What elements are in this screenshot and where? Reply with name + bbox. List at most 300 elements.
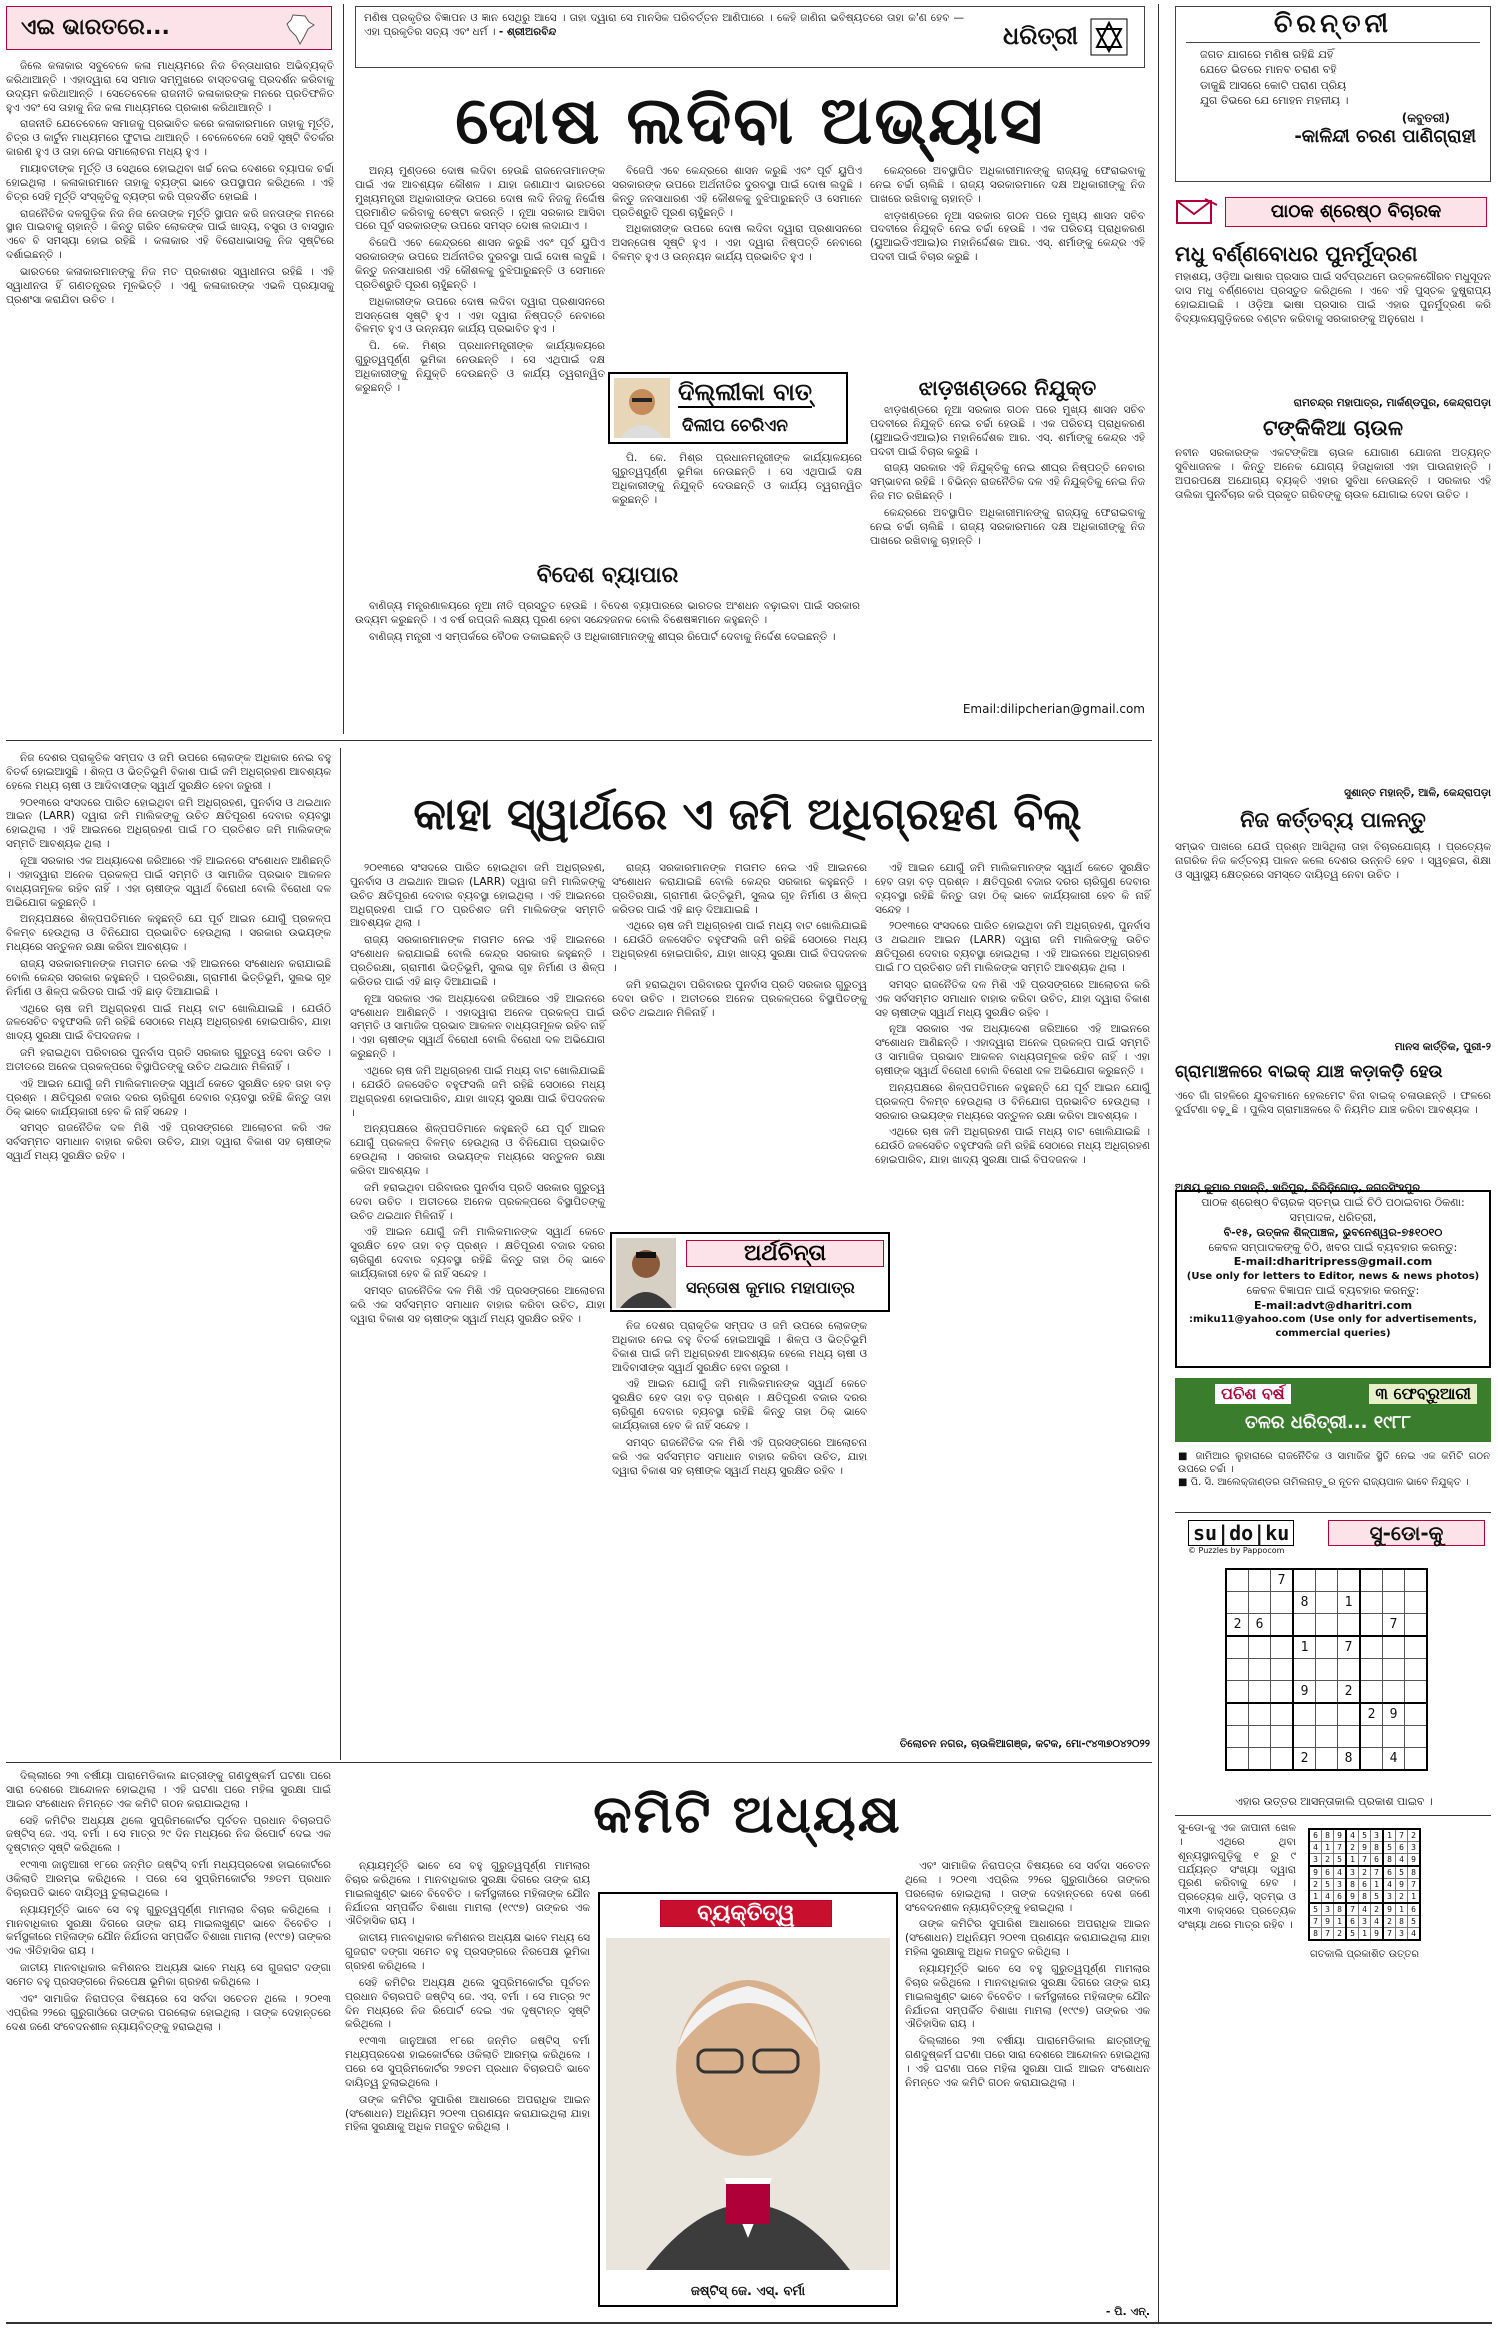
profile-tag: ବ୍ୟକ୍ତିତ୍ୱ bbox=[660, 1900, 832, 1927]
sudoku-cell[interactable] bbox=[1383, 1569, 1405, 1592]
land-bill-signoff: ତିଲୋଚନ ନଗର, ଚାଉଳିଆଗଞ୍ଜ, କଟକ, ମୋ-୯୪୩୭୦୪୨୦୨୨ bbox=[899, 1738, 1150, 1750]
sudoku-prev-cell: 8 bbox=[1408, 1866, 1421, 1879]
poem-line: ଡାକୁଛି ଆସରେ କୋଟି ପରାଣ ପ୍ରିୟ bbox=[1200, 78, 1347, 92]
sudoku-prev-cell: 6 bbox=[1371, 1854, 1384, 1867]
sudoku-cell[interactable] bbox=[1293, 1703, 1316, 1726]
sudoku-puzzle[interactable] bbox=[1225, 1568, 1428, 1771]
sudoku-cell[interactable] bbox=[1316, 1614, 1338, 1637]
land-para: ଏହି ଆଇନ ଯୋଗୁଁ ଜମି ମାଲିକମାନଙ୍କ ସ୍ୱାର୍ଥ କେତେ ସୁରକ୍ଷିତ ହେବ ତାହା ବଡ଼ ପ୍ରଶ୍ନ । କ୍ଷତିପୂରଣ ବଜାର ଦରର ଚାରିଗୁଣ ଦେବାର ବ୍ୟବସ୍ଥା ରହିଛି କିନ୍ତୁ ତାହା ଠିକ୍ ଭାବେ କାର୍ଯ୍ୟକାରୀ ହେବ କି ନାହିଁ ସନ୍ଦେହ । bbox=[6, 1077, 331, 1118]
letter-body: ଏବେ ଗାଁ ଗହଳିରେ ଯୁବକମାନେ ହେଲମେଟ ବିନା ବାଇକ୍ ଚଳାଉଛନ୍ତି । ଫଳରେ ଦୁର୍ଘଟଣା ବଢ଼ୁଛି । ପୁଲିସ ଗ୍ରାମାଞ୍ଚଳରେ ବି ନିୟମିତ ଯାଞ୍ଚ କରିବା ଆବଶ୍ୟକ । bbox=[1175, 1090, 1491, 1116]
profile-col3 bbox=[905, 1860, 1150, 2315]
land-para: ନିଜ ଦେଶର ପ୍ରାକୃତିକ ସମ୍ପଦ ଓ ଜମି ଉପରେ ଲୋକଙ୍କ ଅଧିକାର ନେଇ ବହୁ ବିତର୍କ ହୋଇଆସୁଛି । ଶିଳ୍ପ ଓ ଭିତ୍ତିଭୂମି ବିକାଶ ପାଇଁ ଜମି ଅଧିଗ୍ରହଣ ଆବଶ୍ୟକ ହେଲେ ମଧ୍ୟ ଚାଷୀ ଓ ଆଦିବାସୀଙ୍କ ସ୍ୱାର୍ଥ ସୁରକ୍ଷିତ ହେବା ଜରୁରୀ । bbox=[6, 752, 331, 792]
land-bill-col3 bbox=[612, 862, 867, 1272]
sudoku-cell[interactable] bbox=[1405, 1636, 1428, 1659]
lead-headline: ଦୋଷ ଲଦିବା ଅଭ୍ୟାସ bbox=[455, 81, 1045, 159]
sudoku-cell[interactable]: 2 bbox=[1360, 1703, 1383, 1726]
sudoku-prev-cell: 7 bbox=[1322, 1928, 1334, 1941]
history-label: ପଚିଶ ବର୍ଷ bbox=[1215, 1384, 1291, 1404]
editor-email-note: (Use only for letters to Editor, news & news photos) bbox=[1186, 1271, 1480, 1283]
sudoku-cell[interactable]: 1 bbox=[1338, 1592, 1361, 1614]
sudoku-cell[interactable] bbox=[1405, 1681, 1428, 1704]
profile-para: ଏବଂ ସାମାଜିକ ନିରାପତ୍ତା ବିଷୟରେ ସେ ସର୍ବଦା ସଚେତନ ଥିଲେ । ୨୦୧୩ ଏପ୍ରିଲ ୨୨ରେ ଗୁରୁଗାଓଁରେ ତାଙ୍କର ପରଲୋକ ହୋଇଥିଲା । ତାଙ୍କ ଦେହାନ୍ତରେ ଦେଶ ଜଣେ ସଂବେଦନଶୀଳ ନ୍ୟାୟବିତ୍‌ଙ୍କୁ ହରାଇଥିଲା । bbox=[905, 1860, 1150, 1914]
sudoku-prev-cell: 9 bbox=[1322, 1916, 1334, 1928]
sudoku-cell[interactable] bbox=[1405, 1614, 1428, 1637]
lead-para: ପି. କେ. ମିଶ୍ର ପ୍ରଧାନମନ୍ତ୍ରୀଙ୍କ କାର୍ଯ୍ୟାଳୟରେ ଗୁରୁତ୍ୱପୂର୍ଣ୍ଣ ଭୂମିକା ନେଉଛନ୍ତି । ସେ ଏଥିପାଇଁ ଦକ୍ଷ ଅଧିକାରୀଙ୍କୁ ନିଯୁକ୍ତି ଦେଉଛନ୍ତି ଓ କାର୍ଯ୍ୟ ତ୍ୱରାନ୍ୱିତ କରୁଛନ୍ତି । bbox=[355, 340, 605, 394]
sudoku-cell[interactable] bbox=[1405, 1726, 1428, 1748]
letter-title: ଗ୍ରାମାଞ୍ଚଳରେ ବାଇକ୍ ଯାଞ୍ଚ କଡ଼ାକଡ଼ି ହେଉ bbox=[1175, 1062, 1443, 1082]
sudoku-cell[interactable] bbox=[1405, 1703, 1428, 1726]
sudoku-prev-cell: 6 bbox=[1359, 1879, 1371, 1891]
sudoku-row bbox=[1309, 1879, 1420, 1891]
sudoku-cell[interactable] bbox=[1360, 1726, 1383, 1748]
ad-label: କେବଳ ବିଜ୍ଞାପନ ପାଇଁ ବ୍ୟବହାର କରନ୍ତୁ: bbox=[1246, 1283, 1420, 1297]
sudoku-cell[interactable] bbox=[1338, 1569, 1361, 1592]
sudoku-cell[interactable]: 2 bbox=[1338, 1681, 1361, 1704]
sudoku-row bbox=[1309, 1854, 1420, 1867]
sudoku-prev-cell: 6 bbox=[1408, 1903, 1421, 1916]
lead-para: ଅଧିକାରୀଙ୍କ ଉପରେ ଦୋଷ ଲଦିବା ଦ୍ୱାରା ପ୍ରଶାସନରେ ଅସନ୍ତୋଷ ସୃଷ୍ଟି ହୁଏ । ଏହା ଦ୍ୱାରା ନିଷ୍ପତ୍ତି ନେବାରେ ବିଳମ୍ବ ହୁଏ ଓ ଉନ୍ନୟନ କାର୍ଯ୍ୟ ପ୍ରଭାବିତ ହୁଏ । bbox=[612, 223, 862, 264]
letter-body: ସମ୍ଭବ ପାଖରେ ଯେଉଁ ପ୍ରଶ୍ନ ଆସିଥିଲା ତାହା ବିଚାରଯୋଗ୍ୟ । ପ୍ରତ୍ୟେକ ନାଗରିକ ନିଜ କର୍ତ୍ତବ୍ୟ ପାଳନ କଲେ ଦେଶର ଉନ୍ନତି ହେବ । ସ୍ୱଚ୍ଛତା, ଶିକ୍ଷା ଓ ସ୍ୱାସ୍ଥ୍ୟ କ୍ଷେତ୍ରରେ ସମସ୍ତେ ଦାୟିତ୍ୱ ନେବା ଉଚିତ । bbox=[1175, 841, 1491, 881]
land-para: ନୂଆ ସରକାର ଏକ ଅଧ୍ୟାଦେଶ ଜରିଆରେ ଏହି ଆଇନରେ ସଂଶୋଧନ ଆଣିଛନ୍ତି । ଏହାଦ୍ୱାରା ଅନେକ ପ୍ରକଳ୍ପ ପାଇଁ ସମ୍ମତି ଓ ସାମାଜିକ ପ୍ରଭାବ ଆକଳନ ବାଧ୍ୟତାମୂଳକ ରହିବ ନାହିଁ । ଏହା ଚାଷୀଙ୍କ ସ୍ୱାର୍ଥ ବିରୋଧୀ ବୋଲି ବିରୋଧୀ ଦଳ ଅଭିଯୋଗ କରୁଛନ୍ତି । bbox=[875, 1023, 1150, 1078]
sudoku-prev-cell: 2 bbox=[1346, 1842, 1359, 1854]
sudoku-prev-cell: 4 bbox=[1346, 1829, 1359, 1842]
sudoku-row bbox=[1226, 1636, 1427, 1659]
sudoku-cell[interactable] bbox=[1360, 1592, 1383, 1614]
sudoku-cell[interactable] bbox=[1249, 1703, 1271, 1726]
poem-author: -କାଳିନ୍ଦୀ ଚରଣ ପାଣିଗ୍ରାହୀ bbox=[1294, 125, 1476, 147]
sudoku-prev-cell: 7 bbox=[1346, 1903, 1359, 1916]
column-rule bbox=[1158, 4, 1159, 2324]
editor-email[interactable]: E-mail:dharitripress@gmail.com bbox=[1233, 1255, 1433, 1269]
history-banner bbox=[1175, 1378, 1491, 1442]
lead-para: କେନ୍ଦ୍ରରେ ଅବସ୍ଥାପିତ ଅଧିକାରୀମାନଙ୍କୁ ରାଜ୍ୟକୁ ଫେରାଇବାକୁ ନେଇ ଚର୍ଚ୍ଚା ଚାଲିଛି । ରାଜ୍ୟ ସରକାରମାନେ ଦକ୍ଷ ଅଧିକାରୀଙ୍କୁ ନିଜ ପାଖରେ ରଖିବାକୁ ଚାହାନ୍ତି । bbox=[870, 165, 1145, 205]
sudoku-prev-cell: 3 bbox=[1334, 1879, 1347, 1891]
sudoku-prev-cell: 5 bbox=[1322, 1879, 1334, 1891]
profile-para: ଜାତୀୟ ମାନବାଧିକାର କମିଶନର ଅଧ୍ୟକ୍ଷ ଭାବେ ମଧ୍ୟ ସେ ଗୁଜରାଟ ଦଙ୍ଗା ସମେତ ବହୁ ପ୍ରସଙ୍ଗରେ ନିରପେକ୍ଷ ଭୂମିକା ଗ୍ରହଣ କରିଥିଲେ । bbox=[6, 1962, 331, 1989]
sudoku-cell[interactable]: 7 bbox=[1338, 1636, 1361, 1659]
sudoku-cell[interactable] bbox=[1360, 1569, 1383, 1592]
sudoku-cell[interactable] bbox=[1383, 1681, 1405, 1704]
profile-para: ଜାତୀୟ ମାନବାଧିକାର କମିଶନର ଅଧ୍ୟକ୍ଷ ଭାବେ ମଧ୍ୟ ସେ ଗୁଜରାଟ ଦଙ୍ଗା ସମେତ ବହୁ ପ୍ରସଙ୍ଗରେ ନିରପେକ୍ଷ ଭୂମିକା ଗ୍ରହଣ କରିଥିଲେ । bbox=[345, 1932, 590, 1973]
sudoku-answer-note: ଏହାର ଉତ୍ତର ଆସନ୍ତାକାଲି ପ୍ରକାଶ ପାଇବ । bbox=[1235, 1795, 1433, 1808]
sudoku-cell[interactable] bbox=[1226, 1659, 1249, 1681]
poem-line: ଜଗତ ଯାଗରେ ମଣିଷ ରହିଛି ଯହିଁ bbox=[1200, 48, 1334, 61]
profile-headline: କମିଟି ଅଧ୍ୟକ୍ଷ bbox=[593, 1784, 902, 1845]
profile-para: ନ୍ୟାୟମୂର୍ତ୍ତି ଭାବେ ସେ ବହୁ ଗୁରୁତ୍ୱପୂର୍ଣ୍ଣ ମାମଲାର ବିଚାର କରିଥିଲେ । ମାନବାଧିକାର ସୁରକ୍ଷା ଦିଗରେ ତାଙ୍କ ରାୟ ମାଇଲଖୁଣ୍ଟ ଭାବେ ବିବେଚିତ । କର୍ମସ୍ଥଳୀରେ ମହିଳାଙ୍କ ଯୌନ ନିର୍ଯାତନା ସମ୍ପର୍କିତ ବିଶାଖା ମାମଲା (୧୯୯୭) ତାଙ୍କର ଏକ ଐତିହାସିକ ରାୟ । bbox=[905, 1963, 1150, 2031]
lead-col-right-2 bbox=[870, 404, 1145, 694]
sudoku-prev-cell: 3 bbox=[1396, 1928, 1408, 1941]
land-bill-col3b bbox=[612, 1320, 867, 1730]
sudoku-grid[interactable] bbox=[1225, 1568, 1428, 1771]
sudoku-cell[interactable] bbox=[1293, 1659, 1316, 1681]
sudoku-cell[interactable] bbox=[1338, 1614, 1361, 1637]
india-map-icon bbox=[283, 12, 317, 50]
ela-bharatare-tag bbox=[6, 6, 332, 50]
sudoku-prev-cell: 8 bbox=[1371, 1842, 1384, 1854]
sudoku-cell[interactable] bbox=[1316, 1659, 1338, 1681]
sudoku-prev-cell: 2 bbox=[1309, 1879, 1322, 1891]
sudoku-cell[interactable] bbox=[1226, 1726, 1249, 1748]
chirantani-poem bbox=[1176, 45, 1490, 111]
letter-signature: ଅକ୍ଷୟ କୁମାର ମହାନ୍ତି, ହାତିପୁର, ବିରିଡ଼ିଗୋଡ଼, ଜଗତସିଂହପୁର bbox=[1175, 1182, 1421, 1194]
sudoku-prev-cell: 2 bbox=[1371, 1903, 1384, 1916]
land-para: ଜମି ହରାଇଥିବା ପରିବାରର ପୁନର୍ବାସ ପ୍ରତି ସରକାର ଗୁରୁତ୍ୱ ଦେବା ଉଚିତ । ଅତୀତରେ ଅନେକ ପ୍ରକଳ୍ପରେ ବିସ୍ଥାପିତଙ୍କୁ ଉଚିତ ଥଇଥାନ ମିଳିନାହିଁ । bbox=[350, 1181, 605, 1222]
sudoku-row bbox=[1309, 1903, 1420, 1916]
sudoku-row bbox=[1226, 1614, 1427, 1637]
sudoku-prev-cell: 7 bbox=[1309, 1916, 1322, 1928]
lead-col-right bbox=[870, 165, 1145, 365]
sudoku-cell[interactable] bbox=[1293, 1614, 1316, 1637]
land-para: ଅନ୍ୟପକ୍ଷରେ ଶିଳ୍ପପତିମାନେ କହୁଛନ୍ତି ଯେ ପୂର୍ବ ଆଇନ ଯୋଗୁଁ ପ୍ରକଳ୍ପ ବିଳମ୍ବ ହେଉଥିଲା ଓ ବିନିଯୋଗ ପ୍ରଭାବିତ ହେଉଥିଲା । ସରକାର ଉଭୟଙ୍କ ମଧ୍ୟରେ ସନ୍ତୁଳନ ରକ୍ଷା କରିବା ଆବଶ୍ୟକ । bbox=[6, 913, 331, 954]
lead-col-bottom bbox=[355, 600, 860, 718]
sudoku-row bbox=[1226, 1592, 1427, 1614]
land-para: ଏଥିରେ ଚାଷ ଜମି ଅଧିଗ୍ରହଣ ପାଇଁ ମଧ୍ୟ ବାଟ ଖୋଲିଯାଇଛି । ଯେଉଁଠି ଜଳସେଚିତ ବହୁଫସଲି ଜମି ରହିଛି ସେଠାରେ ମଧ୍ୟ ଅଧିଗ୍ରହଣ ହୋଇପାରିବ, ଯାହା ଖାଦ୍ୟ ସୁରକ୍ଷା ପାଇଁ ବିପଦଜନକ । bbox=[6, 1002, 331, 1043]
sudoku-cell[interactable] bbox=[1226, 1681, 1249, 1704]
column-rule bbox=[343, 4, 344, 734]
masthead-quote bbox=[364, 12, 964, 62]
sudoku-prev-cell: 1 bbox=[1371, 1879, 1384, 1891]
land-para: ଅନ୍ୟପକ୍ଷରେ ଶିଳ୍ପପତିମାନେ କହୁଛନ୍ତି ଯେ ପୂର୍ବ ଆଇନ ଯୋଗୁଁ ପ୍ରକଳ୍ପ ବିଳମ୍ବ ହେଉଥିଲା ଓ ବିନିଯୋଗ ପ୍ରଭାବିତ ହେଉଥିଲା । ସରକାର ଉଭୟଙ୍କ ମଧ୍ୟରେ ସନ୍ତୁଳନ ରକ୍ଷା କରିବା ଆବଶ୍ୟକ । bbox=[875, 1081, 1150, 1122]
sudoku-row bbox=[1309, 1866, 1420, 1879]
profile-para: ଦିଲ୍ଲୀରେ ୨୩ ବର୍ଷୀୟା ପାରାମେଡିକାଲ ଛାତ୍ରୀଙ୍କୁ ଗଣଦୁଷ୍କର୍ମ ଘଟଣା ପରେ ସାରା ଦେଶରେ ଆନ୍ଦୋଳନ ହୋଇଥିଲା । ଏହି ଘଟଣା ପରେ ମହିଳା ସୁରକ୍ଷା ପାଇଁ ଆଇନ ସଂଶୋଧନ ନିମନ୍ତେ ଏକ କମିଟି ଗଠନ କରାଯାଇଥିଲା । bbox=[905, 2035, 1150, 2089]
land-bill-col2 bbox=[350, 862, 605, 1752]
address-line: ପାଠକ ଶ୍ରେଷ୍ଠ ବିଚାରକ ସ୍ତମ୍ଭ ପାଇଁ ଚିଠି ପଠାଇବାର ଠିକଣା: bbox=[1201, 1196, 1465, 1209]
profile-para: ଦିଲ୍ଲୀରେ ୨୩ ବର୍ଷୀୟା ପାରାମେଡିକାଲ ଛାତ୍ରୀଙ୍କୁ ଗଣଦୁଷ୍କର୍ମ ଘଟଣା ପରେ ସାରା ଦେଶରେ ଆନ୍ଦୋଳନ ହୋଇଥିଲା । ଏହି ଘଟଣା ପରେ ମହିଳା ସୁରକ୍ଷା ପାଇଁ ଆଇନ ସଂଶୋଧନ ନିମନ୍ତେ ଏକ କମିଟି ଗଠନ କରାଯାଇଥିଲା । bbox=[6, 1770, 331, 1810]
section-rule bbox=[1175, 1512, 1491, 1513]
sudoku-prev-cell: 6 bbox=[1346, 1916, 1359, 1928]
sudoku-cell[interactable] bbox=[1338, 1726, 1361, 1748]
sudoku-prev-caption: ଗତକାଲି ପ୍ରକାଶିତ ଉତ୍ତର bbox=[1309, 1949, 1419, 1960]
sudoku-cell[interactable] bbox=[1316, 1748, 1338, 1771]
ela-bharatare-body bbox=[6, 60, 334, 730]
sudoku-prev-cell: 1 bbox=[1322, 1842, 1334, 1854]
lead-para: ପି. କେ. ମିଶ୍ର ପ୍ରଧାନମନ୍ତ୍ରୀଙ୍କ କାର୍ଯ୍ୟାଳୟରେ ଗୁରୁତ୍ୱପୂର୍ଣ୍ଣ ଭୂମିକା ନେଉଛନ୍ତି । ସେ ଏଥିପାଇଁ ଦକ୍ଷ ଅଧିକାରୀଙ୍କୁ ନିଯୁକ୍ତି ଦେଉଛନ୍ତି ଓ କାର୍ଯ୍ୟ ତ୍ୱରାନ୍ୱିତ କରୁଛନ୍ତି । bbox=[612, 452, 862, 506]
profile-signoff: - ପି. ଏନ୍. bbox=[1105, 2305, 1150, 2318]
sudoku-row bbox=[1309, 1842, 1420, 1854]
sudoku-prev-cell: 9 bbox=[1396, 1879, 1408, 1891]
land-para: ଏଥିରେ ଚାଷ ଜମି ଅଧିଗ୍ରହଣ ପାଇଁ ମଧ୍ୟ ବାଟ ଖୋଲିଯାଇଛି । ଯେଉଁଠି ଜଳସେଚିତ ବହୁଫସଲି ଜମି ରହିଛି ସେଠାରେ ମଧ୍ୟ ଅଧିଗ୍ରହଣ ହୋଇପାରିବ, ଯାହା ଖାଦ୍ୟ ସୁରକ୍ଷା ପାଇଁ ବିପଦଜନକ । bbox=[350, 1065, 605, 1119]
sudoku-prev-cell: 5 bbox=[1359, 1829, 1371, 1842]
ela-bharatare-para: ରାଜନୀତି ଯେତେବେଳେ ସମାଜକୁ ପ୍ରଭାବିତ କରେ କଳାକାରମାନେ ତାହାକୁ ମୂର୍ତ୍ତି, ଚିତ୍ର ଓ କାର୍ଟୁନ ମାଧ୍ୟମରେ ଫୁଟାଇ ଥାଆନ୍ତି । ବେଳେବେଳେ ସେହି ସୃଷ୍ଟି ବିତର୍କର କାରଣ ହୁଏ ଓ ତାହା ନେଇ ସମାଲୋଚନା ମଧ୍ୟ ହୁଏ । bbox=[6, 118, 334, 159]
sudoku-cell[interactable]: 1 bbox=[1293, 1636, 1316, 1659]
lead-para: ଅଧିକାରୀଙ୍କ ଉପରେ ଦୋଷ ଲଦିବା ଦ୍ୱାରା ପ୍ରଶାସନରେ ଅସନ୍ତୋଷ ସୃଷ୍ଟି ହୁଏ । ଏହା ଦ୍ୱାରା ନିଷ୍ପତ୍ତି ନେବାରେ ବିଳମ୍ବ ହୁଏ ଓ ଉନ୍ନୟନ କାର୍ଯ୍ୟ ପ୍ରଭାବିତ ହୁଏ । bbox=[355, 295, 605, 336]
sudoku-cell[interactable] bbox=[1383, 1636, 1405, 1659]
sudoku-cell[interactable] bbox=[1316, 1726, 1338, 1748]
sudoku-prev-cell: 9 bbox=[1346, 1891, 1359, 1904]
lead-email[interactable]: Email:dilipcherian@gmail.com bbox=[962, 702, 1145, 716]
land-para: ଜମି ହରାଇଥିବା ପରିବାରର ପୁନର୍ବାସ ପ୍ରତି ସରକାର ଗୁରୁତ୍ୱ ଦେବା ଉଚିତ । ଅତୀତରେ ଅନେକ ପ୍ରକଳ୍ପରେ ବିସ୍ଥାପିତଙ୍କୁ ଉଚିତ ଥଇଥାନ ମିଳିନାହିଁ । bbox=[612, 978, 867, 1019]
sudoku-cell[interactable] bbox=[1249, 1726, 1271, 1748]
land-para: ଏଥିରେ ଚାଷ ଜମି ଅଧିଗ୍ରହଣ ପାଇଁ ମଧ୍ୟ ବାଟ ଖୋଲିଯାଇଛି । ଯେଉଁଠି ଜଳସେଚିତ ବହୁଫସଲି ଜମି ରହିଛି ସେଠାରେ ମଧ୍ୟ ଅଧିଗ୍ରହଣ ହୋଇପାରିବ, ଯାହା ଖାଦ୍ୟ ସୁରକ୍ଷା ପାଇଁ ବିପଦଜନକ । bbox=[875, 1126, 1150, 1167]
letter-signature: ମାନସ କାର୍ତ୍ତିକ, ପୁରୀ-୨ bbox=[1394, 1041, 1491, 1053]
letter-signature: ସୁଶାନ୍ତ ମହାନ୍ତି, ଆଳି, କେନ୍ଦ୍ରାପଡ଼ା bbox=[1344, 787, 1491, 799]
sudoku-prev-cell: 2 bbox=[1322, 1854, 1334, 1867]
sudoku-cell[interactable] bbox=[1293, 1726, 1316, 1748]
land-para: ସମସ୍ତ ରାଜନୈତିକ ଦଳ ମିଶି ଏହି ପ୍ରସଙ୍ଗରେ ଆଲୋଚନା କରି ଏକ ସର୍ବସମ୍ମତ ସମାଧାନ ବାହାର କରିବା ଉଚିତ, ଯାହା ଦ୍ୱାରା ବିକାଶ ସହ ଚାଷୀଙ୍କ ସ୍ୱାର୍ଥ ମଧ୍ୟ ସୁରକ୍ଷିତ ରହିବ । bbox=[6, 1122, 331, 1163]
land-para: ଏଥିରେ ଚାଷ ଜମି ଅଧିଗ୍ରହଣ ପାଇଁ ମଧ୍ୟ ବାଟ ଖୋଲିଯାଇଛି । ଯେଉଁଠି ଜଳସେଚିତ ବହୁଫସଲି ଜମି ରହିଛି ସେଠାରେ ମଧ୍ୟ ଅଧିଗ୍ରହଣ ହୋଇପାରିବ, ଯାହା ଖାଦ୍ୟ ସୁରକ୍ଷା ପାଇଁ ବିପଦଜନକ । bbox=[612, 920, 867, 975]
sudoku-prev-cell: 3 bbox=[1408, 1842, 1421, 1854]
lead-para: ରାଜ୍ୟ ସରକାର ଏହି ନିଯୁକ୍ତିକୁ ନେଇ ଶୀଘ୍ର ନିଷ୍ପତ୍ତି ନେବାର ସମ୍ଭାବନା ରହିଛି । ବିଭିନ୍ନ ରାଜନୈତିକ ଦଳ ଏହି ନିଯୁକ୍ତିକୁ ନେଇ ନିଜ ନିଜ ମତ ରଖିଛନ୍ତି । bbox=[870, 462, 1145, 503]
sudoku-prev-cell: 6 bbox=[1309, 1829, 1322, 1842]
sudoku-prev-cell: 3 bbox=[1322, 1903, 1334, 1916]
sudoku-cell[interactable] bbox=[1316, 1592, 1338, 1614]
sudoku-cell[interactable] bbox=[1271, 1726, 1294, 1748]
quote-text: ମଣିଷ ପ୍ରକୃତିର ବିଜ୍ଞାପନ ଓ ଜ୍ଞାନ ସେଥିରୁ ଆସେ । ତାହା ଦ୍ୱାରା ସେ ମାନସିକ ପରିବର୍ତ୍ତନ ଆଣିପାରେ । କେହି ଜାଣିନା ଭବିଷ୍ୟତରେ ତାହା କ'ଣ ହେବ — ଏହା ପ୍ରକୃତିର ସତ୍ୟ ଏବଂ ଧର୍ମ । bbox=[364, 12, 964, 38]
sudoku-prev-cell: 9 bbox=[1408, 1854, 1421, 1867]
sudoku-cell[interactable] bbox=[1271, 1592, 1294, 1614]
sudoku-cell[interactable] bbox=[1271, 1703, 1294, 1726]
ela-bharatare-para: ଭାରତରେ କଳାକାରମାନଙ୍କୁ ନିଜ ମତ ପ୍ରକାଶର ସ୍ୱାଧୀନତା ରହିଛି । ଏହି ସ୍ୱାଧୀନତା ହିଁ ଗଣତନ୍ତ୍ରର ମୂଳଭିତ୍ତି । ଏଣୁ କଳାକାରଙ୍କ ଏଭଳି ପ୍ରୟାସକୁ ପ୍ରଶଂସା କରାଯିବା ଉଚିତ । bbox=[6, 266, 334, 306]
land-bill-col4 bbox=[875, 862, 1150, 1752]
sudoku-cell[interactable] bbox=[1293, 1569, 1316, 1592]
profile-para: ତାଙ୍କ କମିଟିର ସୁପାରିଶ ଆଧାରରେ ଅପରାଧିକ ଆଇନ (ସଂଶୋଧନ) ଅଧିନିୟମ ୨୦୧୩ ପ୍ରଣୟନ କରାଯାଇଥିଲା ଯାହା ମହିଳା ସୁରକ୍ଷାକୁ ଅଧିକ ମଜବୁତ କରିଥିଲା । bbox=[905, 1918, 1150, 1959]
sudoku-row bbox=[1309, 1891, 1420, 1904]
history-date: ୩ ଫେବ୍ରୁଆରୀ bbox=[1369, 1384, 1477, 1404]
sudoku-row bbox=[1226, 1681, 1427, 1704]
sudoku-prev-cell: 3 bbox=[1383, 1891, 1396, 1904]
star-logo-icon bbox=[1089, 17, 1129, 57]
sudoku-cell[interactable] bbox=[1405, 1748, 1428, 1771]
readers-tag bbox=[1175, 195, 1491, 229]
land-para: ରାଜ୍ୟ ସରକାରମାନଙ୍କ ମତାମତ ନେଇ ଏହି ଆଇନରେ ସଂଶୋଧନ କରାଯାଇଛି ବୋଲି କେନ୍ଦ୍ର ସରକାର କହୁଛନ୍ତି । ପ୍ରତିରକ୍ଷା, ଗ୍ରାମୀଣ ଭିତ୍ତିଭୂମି, ସୁଲଭ ଗୃହ ନିର୍ମାଣ ଓ ଶିଳ୍ପ କରିଡର ପାଇଁ ଏହି ଛାଡ଼ ଦିଆଯାଇଛି । bbox=[350, 934, 605, 988]
sudoku-cell[interactable] bbox=[1226, 1569, 1249, 1592]
sudoku-prev-cell: 6 bbox=[1396, 1842, 1408, 1854]
sudoku-prev-cell: 8 bbox=[1396, 1916, 1408, 1928]
sudoku-cell[interactable] bbox=[1249, 1592, 1271, 1614]
sudoku-prev-cell: 4 bbox=[1396, 1854, 1408, 1867]
history-item: ■ ପି. ସି. ଆଲେକ୍‌ଜାଣ୍ଡର ତାମିଲନାଡ଼ୁର ନୂତନ ରାଜ୍ୟପାଳ ଭାବେ ନିଯୁକ୍ତ । bbox=[1178, 1477, 1469, 1489]
land-para: ସମସ୍ତ ରାଜନୈତିକ ଦଳ ମିଶି ଏହି ପ୍ରସଙ୍ଗରେ ଆଲୋଚନା କରି ଏକ ସର୍ବସମ୍ମତ ସମାଧାନ ବାହାର କରିବା ଉଚିତ, ଯାହା ଦ୍ୱାରା ବିକାଶ ସହ ଚାଷୀଙ୍କ ସ୍ୱାର୍ଥ ମଧ୍ୟ ସୁରକ୍ଷିତ ରହିବ । bbox=[612, 1436, 867, 1477]
sudoku-cell[interactable]: 2 bbox=[1226, 1614, 1249, 1637]
sudoku-prev-cell: 6 bbox=[1383, 1866, 1396, 1879]
sudoku-cell[interactable] bbox=[1360, 1614, 1383, 1637]
sudoku-cell[interactable] bbox=[1249, 1748, 1271, 1771]
profile-photo bbox=[606, 1938, 890, 2270]
sudoku-cell[interactable] bbox=[1316, 1569, 1338, 1592]
section-rule bbox=[6, 740, 1152, 741]
address-line: କେବଳ ସମ୍ପାଦକଙ୍କୁ ଚିଠି, ଖବର ପାଇଁ ବ୍ୟବହାର କରନ୍ତୁ: bbox=[1208, 1240, 1458, 1254]
sudoku-cell[interactable] bbox=[1271, 1636, 1294, 1659]
sudoku-prev-cell: 3 bbox=[1371, 1829, 1384, 1842]
sudoku-prev-cell: 1 bbox=[1383, 1829, 1396, 1842]
sudoku-cell[interactable] bbox=[1249, 1681, 1271, 1704]
sudoku-cell[interactable]: 7 bbox=[1383, 1614, 1405, 1637]
sudoku-prev-cell: 2 bbox=[1396, 1891, 1408, 1904]
sudoku-cell[interactable] bbox=[1360, 1681, 1383, 1704]
address-line: ବି-୧୫, ଉତ୍କଳ ଶିଳ୍ପାଞ୍ଚଳ, ଭୁବନେଶ୍ୱର-୭୫୧୦୧୦ bbox=[1223, 1225, 1443, 1239]
sudoku-cell[interactable]: 7 bbox=[1271, 1569, 1294, 1592]
poem-line: ଯୁଗ ତିଭରେ ଯେ ମୋହନ ମହନୀୟ । bbox=[1200, 94, 1349, 108]
sudoku-prev-cell: 1 bbox=[1408, 1891, 1421, 1904]
letter-body: ମହାଶୟ, ଓଡ଼ିଆ ଭାଷାର ପ୍ରସାର ପାଇଁ ସର୍ବପ୍ରଥମେ ଉତ୍କଳଗୌରବ ମଧୁସୂଦନ ଦାସ ମଧୁ ବର୍ଣ୍ଣବୋଧ ପ୍ରସ୍ତୁତ କରିଥିଲେ । ଏବେ ଏହି ପୁସ୍ତକ ଦୁଷ୍ପ୍ରାପ୍ୟ ହୋଇଯାଇଛି । ଓଡ଼ିଆ ଭାଷା ପ୍ରସାର ପାଇଁ ଏହାର ପୁନର୍ମୁଦ୍ରଣ କରି ବିଦ୍ୟାଳୟଗୁଡ଼ିକରେ ବଣ୍ଟନ କରିବାକୁ ସରକାରଙ୍କୁ ଅନୁରୋଧ । bbox=[1175, 271, 1491, 325]
history-sub: ତଳର ଧରିତ୍ରୀ... ୧୯୮୮ bbox=[1245, 1412, 1411, 1433]
sudoku-prev-cell: 6 bbox=[1334, 1891, 1347, 1904]
land-para: ୨୦୧୩ରେ ସଂସଦରେ ପାରିତ ହୋଇଥିବା ଜମି ଅଧିଗ୍ରହଣ, ପୁନର୍ବାସ ଓ ଥଇଥାନ ଆଇନ (LARR) ଦ୍ୱାରା ଜମି ମାଲିକଙ୍କୁ ଉଚିତ କ୍ଷତିପୂରଣ ଦେବାର ବ୍ୟବସ୍ଥା ହୋଇଥିଲା । ଏହି ଆଇନରେ ଅଧିଗ୍ରହଣ ପାଇଁ ୮୦ ପ୍ରତିଶତ ଜମି ମାଲିକଙ୍କ ସମ୍ମତି ଆବଶ୍ୟକ ଥିଲା । bbox=[875, 920, 1150, 975]
sudoku-cell[interactable]: 4 bbox=[1383, 1748, 1405, 1771]
address-line: ସମ୍ପାଦକ, ଧରିତ୍ରୀ, bbox=[1289, 1210, 1377, 1224]
sudoku-cell[interactable] bbox=[1383, 1659, 1405, 1681]
sudoku-prev-cell: 7 bbox=[1359, 1854, 1371, 1867]
masthead-quote-box bbox=[355, 6, 1145, 68]
sudoku-title: ସୁ-ଡୋ-କୁ bbox=[1328, 1520, 1485, 1546]
land-para: ଏହି ଆଇନ ଯୋଗୁଁ ଜମି ମାଲିକମାନଙ୍କ ସ୍ୱାର୍ଥ କେତେ ସୁରକ୍ଷିତ ହେବ ତାହା ବଡ଼ ପ୍ରଶ୍ନ । କ୍ଷତିପୂରଣ ବଜାର ଦରର ଚାରିଗୁଣ ଦେବାର ବ୍ୟବସ୍ଥା ରହିଛି କିନ୍ତୁ ତାହା ଠିକ୍ ଭାବେ କାର୍ଯ୍ୟକାରୀ ହେବ କି ନାହିଁ ସନ୍ଦେହ । bbox=[612, 1378, 867, 1433]
sudoku-prev-cell: 5 bbox=[1408, 1916, 1421, 1928]
ad-email-alt[interactable]: :miku11@yahoo.com (Use only for advertisements, commercial queries) bbox=[1188, 1314, 1478, 1339]
ela-bharatare-para: ମାୟାବତୀଙ୍କ ମୂର୍ତ୍ତି ଓ ସେଥିରେ ହୋଇଥିବା ଖର୍ଚ୍ଚ ନେଇ ଦେଶରେ ବ୍ୟାପକ ଚର୍ଚ୍ଚା ହୋଇଥିଲା । କଳାକାରମାନେ ତାହାକୁ ବ୍ୟଙ୍ଗ ଭାବେ ଉପସ୍ଥାପନ କରିଥିଲେ । ଏହି ଚିତ୍ର ସେହି ମୂର୍ତ୍ତି ସଂସ୍କୃତିକୁ ବ୍ୟଙ୍ଗ କରି ପ୍ରଦର୍ଶିତ ହୋଇଛି । bbox=[6, 163, 334, 203]
sudoku-prev-cell: 5 bbox=[1334, 1854, 1347, 1867]
land-para: ନୂଆ ସରକାର ଏକ ଅଧ୍ୟାଦେଶ ଜରିଆରେ ଏହି ଆଇନରେ ସଂଶୋଧନ ଆଣିଛନ୍ତି । ଏହାଦ୍ୱାରା ଅନେକ ପ୍ରକଳ୍ପ ପାଇଁ ସମ୍ମତି ଓ ସାମାଜିକ ପ୍ରଭାବ ଆକଳନ ବାଧ୍ୟତାମୂଳକ ରହିବ ନାହିଁ । ଏହା ଚାଷୀଙ୍କ ସ୍ୱାର୍ଥ ବିରୋଧୀ ବୋଲି ବିରୋଧୀ ଦଳ ଅଭିଯୋଗ କରୁଛନ୍ତି । bbox=[6, 855, 331, 909]
sudoku-cell[interactable]: 9 bbox=[1293, 1681, 1316, 1704]
sudoku-prev-cell: 1 bbox=[1334, 1916, 1347, 1928]
sudoku-row bbox=[1309, 1916, 1420, 1928]
sudoku-prev-cell: 4 bbox=[1383, 1879, 1396, 1891]
sudoku-rules: ସୁ-ଡୋ-କୁ ଏକ ଜାପାନୀ ଖେଳ । ଏଥିରେ ଥିବା ଶୂନ୍ୟସ୍ଥାନଗୁଡ଼ିକୁ ୧ ରୁ ୯ ପର୍ଯ୍ୟନ୍ତ ସଂଖ୍ୟା ଦ୍ୱାରା ପୂରଣ କରିବାକୁ ହେବ । ପ୍ରତ୍ୟେକ ଧାଡ଼ି, ସ୍ତମ୍ଭ ଓ ୩x୩ ବାକ୍ସରେ ପ୍ରତ୍ୟେକ ସଂଖ୍ୟା ଥରେ ମାତ୍ର ରହିବ । bbox=[1178, 1822, 1296, 1932]
sudoku-prev-cell: 4 bbox=[1334, 1866, 1347, 1879]
sudoku-prev-cell: 7 bbox=[1371, 1866, 1384, 1879]
sudoku-cell[interactable]: 8 bbox=[1293, 1592, 1316, 1614]
sudoku-cell[interactable] bbox=[1271, 1614, 1294, 1637]
sudoku-cell[interactable] bbox=[1226, 1748, 1249, 1771]
sudoku-prev-cell: 5 bbox=[1383, 1842, 1396, 1854]
sudoku-row bbox=[1309, 1829, 1420, 1842]
profile-para: ସେହି କମିଟିର ଅଧ୍ୟକ୍ଷ ଥିଲେ ସୁପ୍ରିମକୋର୍ଟର ପୂର୍ବତନ ପ୍ରଧାନ ବିଚାରପତି ଜଷ୍ଟିସ୍ ଜେ. ଏସ୍. ବର୍ମା । ସେ ମାତ୍ର ୨୯ ଦିନ ମଧ୍ୟରେ ନିଜ ରିପୋର୍ଟ ଦେଇ ଏକ ଦୃଷ୍ଟାନ୍ତ ସୃଷ୍ଟି କରିଥିଲେ । bbox=[6, 1814, 331, 1855]
paper-name: ଧରିତ୍ରୀ bbox=[1003, 21, 1078, 50]
sudoku-cell[interactable] bbox=[1316, 1681, 1338, 1704]
sudoku-cell[interactable]: 6 bbox=[1249, 1614, 1271, 1637]
sudoku-cell[interactable] bbox=[1249, 1636, 1271, 1659]
land-para: ୨୦୧୩ରେ ସଂସଦରେ ପାରିତ ହୋଇଥିବା ଜମି ଅଧିଗ୍ରହଣ, ପୁନର୍ବାସ ଓ ଥଇଥାନ ଆଇନ (LARR) ଦ୍ୱାରା ଜମି ମାଲିକଙ୍କୁ ଉଚିତ କ୍ଷତିପୂରଣ ଦେବାର ବ୍ୟବସ୍ଥା ହୋଇଥିଲା । ଏହି ଆଇନରେ ଅଧିଗ୍ରହଣ ପାଇଁ ୮୦ ପ୍ରତିଶତ ଜମି ମାଲିକଙ୍କ ସମ୍ମତି ଆବଶ୍ୟକ ଥିଲା । bbox=[6, 796, 331, 851]
letter-title: ମଧୁ ବର୍ଣ୍ଣବୋଧର ପୁନର୍ମୁଦ୍ରଣ bbox=[1175, 242, 1418, 266]
sudoku-prev-cell: 1 bbox=[1359, 1928, 1371, 1941]
history-item-text: ଜାମିଆର ଲୁହାରାରେ ରାଜନୈତିକ ଓ ସାମାଜିକ ସ୍ଥିତି ନେଇ ଏକ କମିଟି ଗଠନ ଉପରେ ଚର୍ଚ୍ଚା । bbox=[1178, 1451, 1490, 1476]
sudoku-cell[interactable] bbox=[1338, 1703, 1361, 1726]
column-author: ଦିଲୀପ ଚେରିଏନ bbox=[682, 416, 788, 436]
land-para: ସମସ୍ତ ରାଜନୈତିକ ଦଳ ମିଶି ଏହି ପ୍ରସଙ୍ଗରେ ଆଲୋଚନା କରି ଏକ ସର୍ବସମ୍ମତ ସମାଧାନ ବାହାର କରିବା ଉଚିତ, ଯାହା ଦ୍ୱାରା ବିକାଶ ସହ ଚାଷୀଙ୍କ ସ୍ୱାର୍ଥ ମଧ୍ୟ ସୁରକ୍ଷିତ ରହିବ । bbox=[350, 1284, 605, 1325]
profile-para: ନ୍ୟାୟମୂର୍ତ୍ତି ଭାବେ ସେ ବହୁ ଗୁରୁତ୍ୱପୂର୍ଣ୍ଣ ମାମଲାର ବିଚାର କରିଥିଲେ । ମାନବାଧିକାର ସୁରକ୍ଷା ଦିଗରେ ତାଙ୍କ ରାୟ ମାଇଲଖୁଣ୍ଟ ଭାବେ ବିବେଚିତ । କର୍ମସ୍ଥଳୀରେ ମହିଳାଙ୍କ ଯୌନ ନିର୍ଯାତନା ସମ୍ପର୍କିତ ବିଶାଖା ମାମଲା (୧୯୯୭) ତାଙ୍କର ଏକ ଐତିହାସିକ ରାୟ । bbox=[345, 1860, 590, 1928]
poem-source: (କବୁତରୀ) bbox=[1401, 110, 1450, 125]
sudoku-prev-cell: 9 bbox=[1359, 1842, 1371, 1854]
sudoku-prev-cell: 2 bbox=[1408, 1829, 1421, 1842]
letter-body: ନବୀନ ସରକାରଙ୍କ ଏକଟଙ୍କିଆ ଚାଉଳ ଯୋଗାଣ ଯୋଜନା ଅତ୍ୟନ୍ତ ସୁବିଧାଜନକ । କିନ୍ତୁ ଅନେକ ଯୋଗ୍ୟ ହିତାଧିକାରୀ ଏହା ପାଉନାହାନ୍ତି । ଅପରପକ୍ଷେ ଅଯୋଗ୍ୟ ବ୍ୟକ୍ତି ଏହାର ସୁବିଧା ନେଉଛନ୍ତି । ସରକାର ଏହି ତାଲିକା ପୁନର୍ବିଚାର କରି ପ୍ରକୃତ ଗରିବଙ୍କୁ ଚାଉଳ ଯୋଗାଇ ଦେବା ଉଚିତ । bbox=[1175, 447, 1491, 501]
sudoku-prev-cell: 1 bbox=[1346, 1854, 1359, 1867]
sudoku-prev-cell: 8 bbox=[1334, 1903, 1347, 1916]
sudoku-prev-cell: 4 bbox=[1322, 1891, 1334, 1904]
sudoku-prev-cell: 8 bbox=[1322, 1829, 1334, 1842]
letter-signature: ରାମଚନ୍ଦ୍ର ମହାପାତ୍ର, ମାର୍କଣ୍ଡପୁର, କେନ୍ଦ୍ରାପଡ଼ା bbox=[1293, 397, 1491, 409]
sudoku-cell[interactable] bbox=[1226, 1636, 1249, 1659]
lead-para: ଅନ୍ୟ ମୁଣ୍ଡରେ ଦୋଷ ଲଦିବା ହେଉଛି ରାଜନେତାମାନଙ୍କ ପାଇଁ ଏକ ଆବଶ୍ୟକ କୌଶଳ । ଯାହା ଜଣାଯାଏ ଭାରତରେ ମୁଖ୍ୟମନ୍ତ୍ରୀ ଅଧିକାରୀଙ୍କ ଉପରେ ଦୋଷ ଲଦି ନିଜକୁ ନିର୍ଦ୍ଦୋଷ ପ୍ରମାଣିତ କରିବାକୁ ଚେଷ୍ଟା କରନ୍ତି । ନୂଆ ସରକାର ଆସିବା ପରେ ପୂର୍ବ ସରକାରଙ୍କ ଉପରେ ସମସ୍ତ ଦୋଷ ଲଦାଯାଏ । bbox=[355, 165, 605, 233]
sudoku-cell[interactable] bbox=[1405, 1659, 1428, 1681]
lead-subhead-2: ଝାଡ଼ଖଣ୍ଡରେ ନିଯୁକ୍ତ bbox=[918, 376, 1097, 400]
author-photo bbox=[616, 1238, 676, 1308]
land-para: ରାଜ୍ୟ ସରକାରମାନଙ୍କ ମତାମତ ନେଇ ଏହି ଆଇନରେ ସଂଶୋଧନ କରାଯାଇଛି ବୋଲି କେନ୍ଦ୍ର ସରକାର କହୁଛନ୍ତି । ପ୍ରତିରକ୍ଷା, ଗ୍ରାମୀଣ ଭିତ୍ତିଭୂମି, ସୁଲଭ ଗୃହ ନିର୍ମାଣ ଓ ଶିଳ୍ପ କରିଡର ପାଇଁ ଏହି ଛାଡ଼ ଦିଆଯାଇଛି । bbox=[612, 862, 867, 916]
sudoku-cell[interactable]: 9 bbox=[1383, 1703, 1405, 1726]
sudoku-prev-cell: 8 bbox=[1383, 1854, 1396, 1867]
sudoku-cell[interactable] bbox=[1249, 1569, 1271, 1592]
sudoku-cell[interactable] bbox=[1405, 1592, 1428, 1614]
ela-bharatare-title: ଏଇ ଭାରତରେ... bbox=[21, 15, 170, 40]
sudoku-cell[interactable]: 2 bbox=[1293, 1748, 1316, 1771]
sudoku-cell[interactable]: 8 bbox=[1338, 1748, 1361, 1771]
sudoku-cell[interactable] bbox=[1383, 1592, 1405, 1614]
sudoku-cell[interactable] bbox=[1226, 1703, 1249, 1726]
column-label: ଦିଲ୍ଲୀକା ବାତ୍ bbox=[678, 378, 813, 406]
profile-col2 bbox=[345, 1860, 590, 2315]
land-bill-col-label: ଅର୍ଥଚିନ୍ତା bbox=[686, 1240, 884, 1267]
profile-para: ୧୯୩୩ ଜାନୁଆରୀ ୧୮ରେ ଜନ୍ମିତ ଜଷ୍ଟିସ୍ ବର୍ମା ମଧ୍ୟପ୍ରଦେଶ ହାଇକୋର୍ଟରେ ଓକିଲାତି ଆରମ୍ଭ କରିଥିଲେ । ପରେ ସେ ସୁପ୍ରିମକୋର୍ଟର ୨୭ତମ ପ୍ରଧାନ ବିଚାରପତି ଭାବେ ଦାୟିତ୍ୱ ତୁଲାଇଥିଲେ । bbox=[345, 2035, 590, 2089]
land-bill-badge bbox=[610, 1232, 890, 1312]
lead-para: ଝାଡ଼ଖଣ୍ଡରେ ନୂଆ ସରକାର ଗଠନ ପରେ ମୁଖ୍ୟ ଶାସନ ସଚିବ ପଦବୀରେ ନିଯୁକ୍ତି ନେଇ ଚର୍ଚ୍ଚା ହେଉଛି । ଏକ ପରିଚୟ ପ୍ରାଧିକରଣ (ୟୁଆଇଡିଏଆଇ)ର ମହାନିର୍ଦ୍ଦେଶକ ଆର. ଏସ୍. ଶର୍ମାଙ୍କୁ କେନ୍ଦ୍ର ଏହି ପଦବୀ ପାଇଁ ବିଚାର କରୁଛି । bbox=[870, 209, 1145, 264]
readers-tag-label: ପାଠକ ଶ୍ରେଷ୍ଠ ବିଚାରକ bbox=[1225, 197, 1487, 227]
land-para: ନିଜ ଦେଶର ପ୍ରାକୃତିକ ସମ୍ପଦ ଓ ଜମି ଉପରେ ଲୋକଙ୍କ ଅଧିକାର ନେଇ ବହୁ ବିତର୍କ ହୋଇଆସୁଛି । ଶିଳ୍ପ ଓ ଭିତ୍ତିଭୂମି ବିକାଶ ପାଇଁ ଜମି ଅଧିଗ୍ରହଣ ଆବଶ୍ୟକ ହେଲେ ମଧ୍ୟ ଚାଷୀ ଓ ଆଦିବାସୀଙ୍କ ସ୍ୱାର୍ଥ ସୁରକ୍ଷିତ ହେବା ଜରୁରୀ । bbox=[612, 1320, 867, 1374]
sudoku-cell[interactable] bbox=[1271, 1659, 1294, 1681]
sudoku-prev-cell: 7 bbox=[1334, 1842, 1347, 1854]
sudoku-prev-cell: 6 bbox=[1322, 1866, 1334, 1879]
poem-line: ଯେତେ ଭିତରେ ମାନବ ଚରାଣ ବହି bbox=[1200, 63, 1337, 77]
profile-photo-frame bbox=[598, 1892, 898, 2307]
sudoku-row bbox=[1226, 1659, 1427, 1681]
envelope-icon bbox=[1175, 197, 1219, 231]
sudoku-prev-cell: 5 bbox=[1346, 1928, 1359, 1941]
history-item-text: ପି. ସି. ଆଲେକ୍‌ଜାଣ୍ଡର ତାମିଲନାଡ଼ୁର ନୂତନ ରାଜ୍ୟପାଳ ଭାବେ ନିଯୁକ୍ତ । bbox=[1190, 1477, 1469, 1489]
author-photo bbox=[614, 378, 670, 438]
lead-col-mid bbox=[612, 165, 862, 360]
sudoku-prev-cell: 2 bbox=[1359, 1866, 1371, 1879]
lead-col-left bbox=[355, 165, 605, 560]
quote-author: - ଶ୍ରୀଅରବିନ୍ଦ bbox=[498, 25, 557, 38]
section-rule bbox=[1175, 1815, 1491, 1816]
sudoku-prev-answer bbox=[1308, 1828, 1421, 1960]
sudoku-prev-cell: 1 bbox=[1396, 1903, 1408, 1916]
sudoku-cell[interactable] bbox=[1316, 1703, 1338, 1726]
sudoku-cell[interactable] bbox=[1249, 1659, 1271, 1681]
sudoku-row bbox=[1226, 1726, 1427, 1748]
sudoku-cell[interactable] bbox=[1405, 1569, 1428, 1592]
profile-para: ଏବଂ ସାମାଜିକ ନିରାପତ୍ତା ବିଷୟରେ ସେ ସର୍ବଦା ସଚେତନ ଥିଲେ । ୨୦୧୩ ଏପ୍ରିଲ ୨୨ରେ ଗୁରୁଗାଓଁରେ ତାଙ୍କର ପରଲୋକ ହୋଇଥିଲା । ତାଙ୍କ ଦେହାନ୍ତରେ ଦେଶ ଜଣେ ସଂବେଦନଶୀଳ ନ୍ୟାୟବିତ୍‌ଙ୍କୁ ହରାଇଥିଲା । bbox=[6, 1992, 331, 2033]
sudoku-cell[interactable] bbox=[1360, 1636, 1383, 1659]
sudoku-prev-cell: 1 bbox=[1309, 1891, 1322, 1904]
sudoku-cell[interactable] bbox=[1383, 1726, 1405, 1748]
sudoku-row bbox=[1226, 1748, 1427, 1771]
sudoku-cell[interactable] bbox=[1271, 1748, 1294, 1771]
sudoku-cell[interactable] bbox=[1360, 1659, 1383, 1681]
sudoku-cell[interactable] bbox=[1226, 1592, 1249, 1614]
chirantani-box bbox=[1175, 6, 1491, 182]
sudoku-prev-cell: 7 bbox=[1383, 1928, 1396, 1941]
land-para: ଅନ୍ୟପକ୍ଷରେ ଶିଳ୍ପପତିମାନେ କହୁଛନ୍ତି ଯେ ପୂର୍ବ ଆଇନ ଯୋଗୁଁ ପ୍ରକଳ୍ପ ବିଳମ୍ବ ହେଉଥିଲା ଓ ବିନିଯୋଗ ପ୍ରଭାବିତ ହେଉଥିଲା । ସରକାର ଉଭୟଙ୍କ ମଧ୍ୟରେ ସନ୍ତୁଳନ ରକ୍ଷା କରିବା ଆବଶ୍ୟକ । bbox=[350, 1123, 605, 1178]
land-para: ଜମି ହରାଇଥିବା ପରିବାରର ପୁନର୍ବାସ ପ୍ରତି ସରକାର ଗୁରୁତ୍ୱ ଦେବା ଉଚିତ । ଅତୀତରେ ଅନେକ ପ୍ରକଳ୍ପରେ ବିସ୍ଥାପିତଙ୍କୁ ଉଚିତ ଥଇଥାନ ମିଳିନାହିଁ । bbox=[6, 1047, 331, 1074]
land-para: ୨୦୧୩ରେ ସଂସଦରେ ପାରିତ ହୋଇଥିବା ଜମି ଅଧିଗ୍ରହଣ, ପୁନର୍ବାସ ଓ ଥଇଥାନ ଆଇନ (LARR) ଦ୍ୱାରା ଜମି ମାଲିକଙ୍କୁ ଉଚିତ କ୍ଷତିପୂରଣ ଦେବାର ବ୍ୟବସ୍ଥା ହୋଇଥିଲା । ଏହି ଆଇନରେ ଅଧିଗ୍ରହଣ ପାଇଁ ୮୦ ପ୍ରତିଶତ ଜମି ମାଲିକଙ୍କ ସମ୍ମତି ଆବଶ୍ୟକ ଥିଲା । bbox=[350, 862, 605, 930]
profile-para: ତାଙ୍କ କମିଟିର ସୁପାରିଶ ଆଧାରରେ ଅପରାଧିକ ଆଇନ (ସଂଶୋଧନ) ଅଧିନିୟମ ୨୦୧୩ ପ୍ରଣୟନ କରାଯାଇଥିଲା ଯାହା ମହିଳା ସୁରକ୍ଷାକୁ ଅଧିକ ମଜବୁତ କରିଥିଲା । bbox=[345, 2093, 590, 2134]
sudoku-prev-cell: 5 bbox=[1309, 1903, 1322, 1916]
sudoku-prev-cell: 2 bbox=[1334, 1928, 1347, 1941]
sudoku-cell[interactable] bbox=[1360, 1748, 1383, 1771]
letter-title: ନିଜ କର୍ତ୍ତବ୍ୟ ପାଳନ୍ତୁ bbox=[1240, 808, 1426, 832]
ela-bharatare-para: ରାଜନୈତିକ ଦଳଗୁଡ଼ିକ ନିଜ ନିଜ ନେତାଙ୍କ ମୂର୍ତ୍ତି ସ୍ଥାପନ କରି ଜନତାଙ୍କ ମନରେ ସ୍ଥାନ ପାଇବାକୁ ଚାହାନ୍ତି । କିନ୍ତୁ ଗରିବ ଲୋକଙ୍କ ପାଇଁ ଖାଦ୍ୟ, ବସ୍ତ୍ର ଓ ବାସସ୍ଥାନ ଏବେ ବି ସମସ୍ୟା ହୋଇ ରହିଛି । କଳାକାର ଏହି ବିରୋଧାଭାସକୁ ନିଜ ସୃଷ୍ଟିରେ ଦର୍ଶାଇଛନ୍ତି । bbox=[6, 207, 334, 262]
sudoku-cell[interactable] bbox=[1271, 1681, 1294, 1704]
sudoku-logo-sub: © Puzzles by Pappocom bbox=[1188, 1546, 1285, 1555]
lead-para: ବାଣିଜ୍ୟ ମନ୍ତ୍ରଣାଳୟରେ ନୂଆ ନୀତି ପ୍ରସ୍ତୁତ ହେଉଛି । ବିଦେଶ ବ୍ୟାପାରରେ ଭାରତର ଅଂଶଧନ ବଢ଼ାଇବା ପାଇଁ ସରକାର ଉଦ୍ୟମ କରୁଛନ୍ତି । ଏ ବର୍ଷ ରପ୍ତାନି ଲକ୍ଷ୍ୟ ପୂରଣ ହେବା ସନ୍ଦେହଜନକ ବୋଲି ବିଶେଷଜ୍ଞମାନେ କହୁଛନ୍ତି । bbox=[355, 600, 860, 626]
sudoku-row bbox=[1309, 1928, 1420, 1941]
sudoku-prev-cell: 3 bbox=[1309, 1854, 1322, 1867]
ad-email[interactable]: E-mail:advt@dharitri.com bbox=[1253, 1298, 1413, 1312]
sudoku-cell[interactable] bbox=[1316, 1636, 1338, 1659]
sudoku-prev-cell: 9 bbox=[1383, 1903, 1396, 1916]
sudoku-cell[interactable] bbox=[1338, 1659, 1361, 1681]
sudoku-prev-cell: 9 bbox=[1334, 1829, 1347, 1842]
letters-column bbox=[1175, 238, 1491, 1194]
profile-col1 bbox=[6, 1770, 331, 2315]
